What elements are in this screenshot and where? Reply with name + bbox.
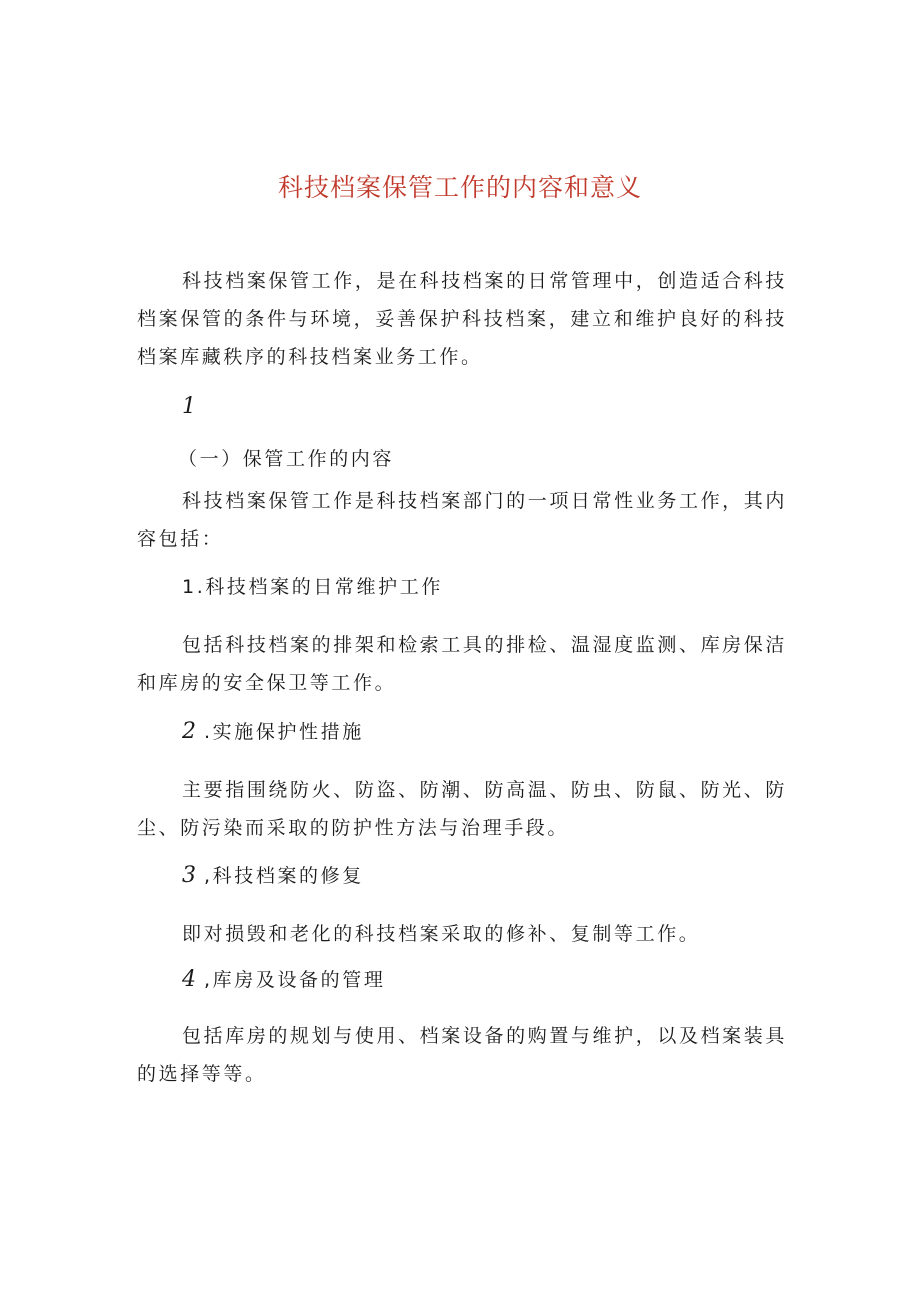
section-marker: 1 xyxy=(182,394,196,419)
item-body-2: 主要指围绕防火、防盗、防潮、防高温、防虫、防鼠、防光、防尘、防污染而采取的防护性方法与治理手段。 xyxy=(137,779,787,839)
item-heading-2 xyxy=(182,713,364,751)
item-heading-2-text: .实施保护性措施 xyxy=(204,721,364,743)
item-heading-4-text: ,库房及设备的管理 xyxy=(204,969,386,991)
item-body-3: 即对损毁和老化的科技档案采取的修补、复制等工作。 xyxy=(182,923,701,945)
page-title: 科技档案保管工作的内容和意义 xyxy=(277,173,642,202)
item-body-4: 包括库房的规划与使用、档案设备的购置与维护，以及档案装具的选择等等。 xyxy=(137,1025,787,1085)
item-body-1: 包括科技档案的排架和检索工具的排检、温湿度监测、库房保洁和库房的安全保卫等工作。 xyxy=(137,634,787,694)
item-number-3: 3 xyxy=(182,863,196,888)
item-heading-1 xyxy=(182,568,443,606)
item-heading-3 xyxy=(182,857,364,895)
section-heading: （一）保管工作的内容 xyxy=(178,448,395,470)
item-heading-3-text: ,科技档案的修复 xyxy=(204,865,364,887)
item-heading-1-text: 1.科技档案的日常维护工作 xyxy=(182,576,443,598)
item-heading-4 xyxy=(182,961,385,999)
item-number-2: 2 xyxy=(182,719,196,744)
intro-paragraph: 科技档案保管工作，是在科技档案的日常管理中，创造适合科技档案保管的条件与环境，妥善保护科技档案，建立和维护良好的科技档案库藏秩序的科技档案业务工作。 xyxy=(137,270,787,368)
section-paragraph: 科技档案保管工作是科技档案部门的一项日常性业务工作，其内容包括： xyxy=(137,490,787,550)
item-number-4: 4 xyxy=(182,967,196,992)
